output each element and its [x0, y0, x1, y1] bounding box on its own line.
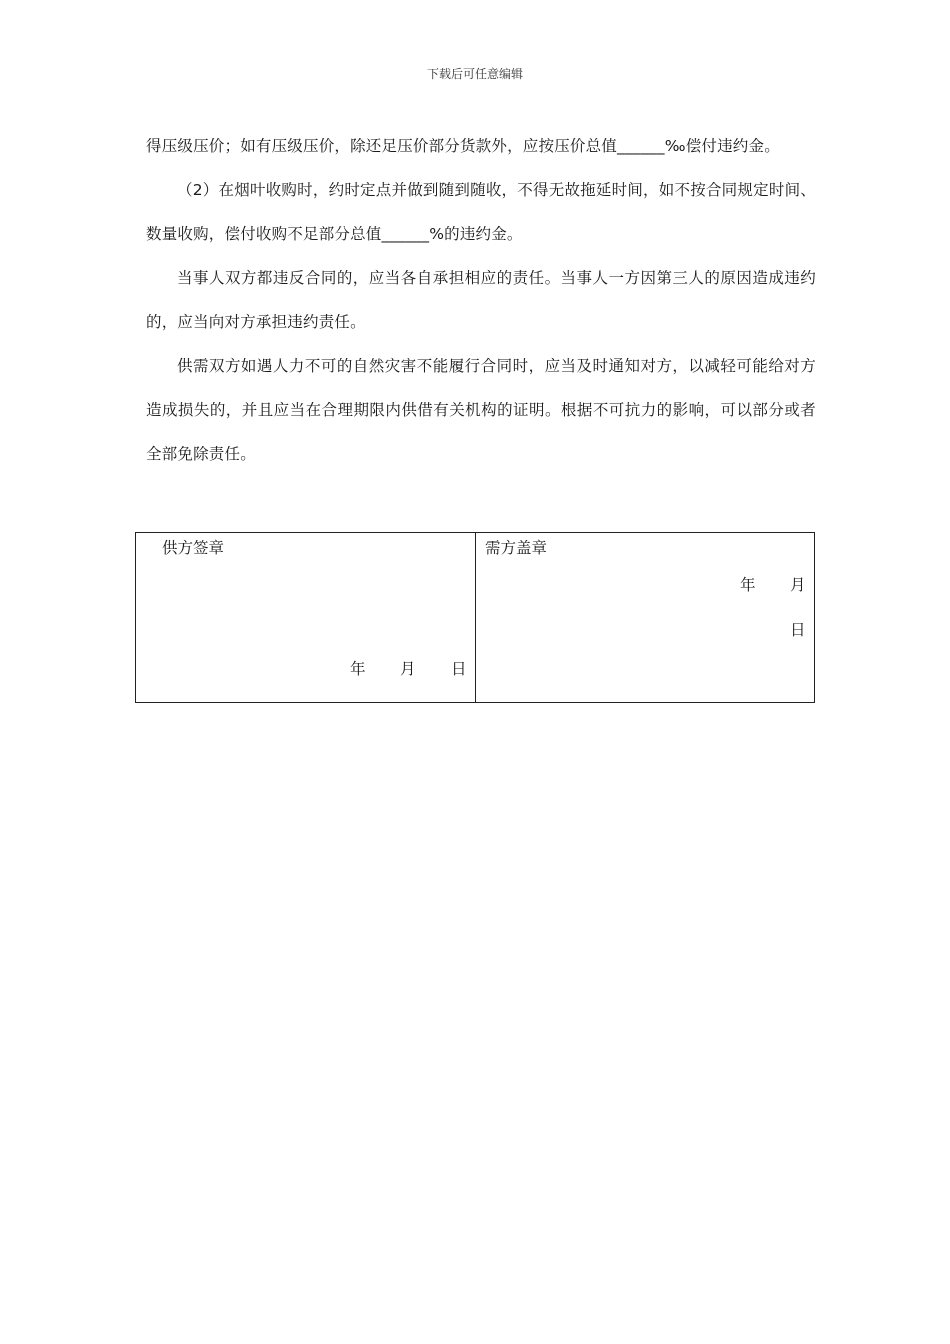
supplier-date-month: 月: [400, 660, 416, 678]
supplier-date-year: 年: [350, 660, 366, 678]
buyer-date-month: 月: [790, 576, 806, 594]
paragraph-force-majeure: 供需双方如遇人力不可的自然灾害不能履行合同时，应当及时通知对方，以减轻可能给对方造成损失的，并且应当在合理期限内供借有关机构的证明。根据不可抗力的影响，可以部分或者全部免除责任。: [146, 357, 816, 463]
buyer-seal-cell: [476, 533, 814, 702]
contract-body: [146, 124, 816, 476]
paragraph-mutual-breach: 当事人双方都违反合同的，应当各自承担相应的责任。当事人一方因第三人的原因造成违约的，应当向对方承担违约责任。: [146, 269, 816, 331]
supplier-signature-cell: [136, 533, 476, 702]
page-header-note: 下载后可任意编辑: [426, 67, 523, 81]
buyer-date-day: 日: [790, 621, 806, 639]
paragraph-price-penalty: 得压级压价；如有压级压价，除还足压价部分货款外，应按压价总值______‰偿付违约金。: [146, 137, 780, 155]
buyer-date-year: 年: [740, 576, 756, 594]
supplier-signature-label: 供方签章: [162, 539, 225, 557]
supplier-date-day: 日: [451, 660, 467, 678]
signature-table: [135, 532, 815, 703]
paragraph-purchase-terms: （2）在烟叶收购时，约时定点并做到随到随收，不得无故拖延时间，如不按合同规定时间、数量收购，偿付收购不足部分总值______%的违约金。: [146, 181, 816, 243]
buyer-seal-label: 需方盖章: [485, 539, 548, 557]
